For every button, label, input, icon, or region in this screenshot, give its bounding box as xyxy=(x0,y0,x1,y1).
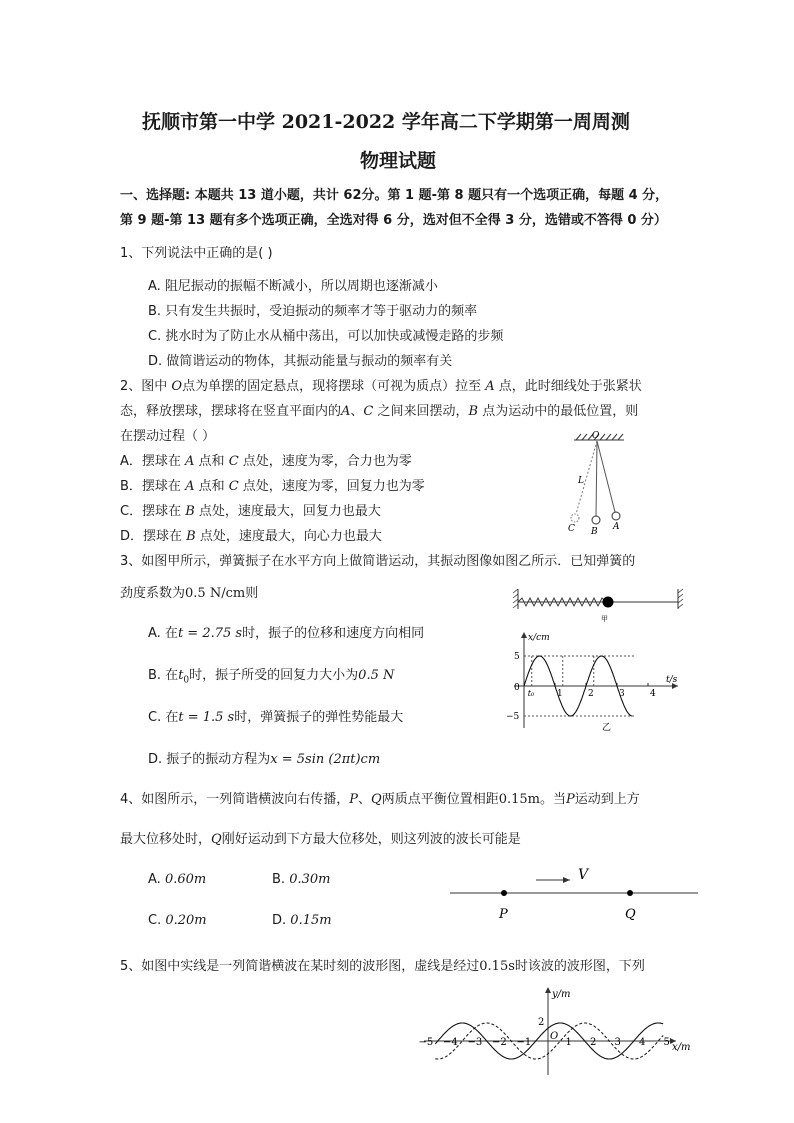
q2-stem-line2: 态，释放摆球，摆球将在竖直平面内的A、C 之间来回摆动，B 点为运动中的最低位置，则 xyxy=(120,404,639,419)
y-tick-5: 5 xyxy=(514,652,520,662)
point-P xyxy=(501,890,507,896)
point-Q xyxy=(627,890,633,896)
q4-option-d: D. 0.15m xyxy=(272,913,332,928)
section-instruction-line2: 第 9 题-第 13 题有多个选项正确，全选对得 6 分，选对但不全得 3 分，选错或不答得 0 分） xyxy=(120,213,667,228)
q4-option-b: B. 0.30m xyxy=(272,872,331,887)
q3-option-a: A. 在t = 2.75 s时，振子的位移和速度方向相同 xyxy=(148,626,425,641)
x-tick--4: −4 xyxy=(443,1037,458,1048)
x-axis-arrow xyxy=(521,632,527,638)
q2-option-c: C．摆球在 B 点处，速度最大，回复力也最大 xyxy=(120,504,381,519)
y-axis-label: x/cm xyxy=(528,633,550,643)
q4-option-a: A. 0.60m xyxy=(148,872,207,887)
page-title: 抚顺市第一中学 2021-2022 学年高二下学期第一周周测 xyxy=(142,111,630,133)
x-tick--2: −2 xyxy=(492,1037,507,1048)
q2-option-b: B．摆球在 A 点和 C 点处，速度为零，回复力也为零 xyxy=(120,479,425,494)
label-yi: 乙 xyxy=(602,723,612,733)
x-tick--5: −5 xyxy=(418,1037,434,1048)
ball-C xyxy=(571,514,579,522)
q3-option-b: B. 在$t_0$时，振子所受的回复力大小为0.5 N xyxy=(148,668,395,686)
label-O: O xyxy=(592,431,600,441)
q3-option-d: D. 振子的振动方程为x = 5sin (2πt)cm xyxy=(148,752,381,767)
q2-stem-line3: 在摆动过程（ ） xyxy=(120,429,216,444)
section-instruction-line1: 一、选择题: 本题共 13 道小题，共计 62分。第 1 题-第 8 题只有一个选项正确，每题 4 分， xyxy=(120,188,669,203)
label-P: P xyxy=(499,907,508,922)
q3-stem-line1: 3、如图甲所示，弹簧振子在水平方向上做简谐运动，其振动图像如图乙所示．已知弹簧的 xyxy=(120,554,636,569)
label-L: L xyxy=(578,476,584,486)
page-subtitle: 物理试题 xyxy=(360,150,437,172)
label-V: V xyxy=(578,867,589,883)
y-axis-arrow xyxy=(545,987,551,993)
q3-option-c: C. 在t = 1.5 s时，弹簧振子的弹性势能最大 xyxy=(148,710,404,725)
q1-stem: 1、下列说法中正确的是( ) xyxy=(120,246,273,261)
q4-option-c: C. 0.20m xyxy=(148,913,207,928)
t0-label: t₀ xyxy=(527,689,535,698)
q3-stem-line2: 劲度系数为0.5 N/cm则 xyxy=(120,586,259,601)
x-tick-3: 3 xyxy=(619,689,625,699)
spring-oscillator-figure xyxy=(512,585,690,625)
y-tick-neg5: −5 xyxy=(506,712,520,722)
ball-A xyxy=(612,512,620,520)
q2-option-d: D．摆球在 B 点处，速度最大，向心力也最大 xyxy=(120,529,382,544)
origin-label: O xyxy=(550,1031,559,1042)
q2-option-a: A．摆球在 A 点和 C 点处，速度为零，合力也为零 xyxy=(120,454,412,469)
x-tick-4: 4 xyxy=(650,689,656,699)
q5-stem-line1: 5、如图中实线是一列简谐横波在某时刻的波形图，虚线是经过0.15s时该波的波形图，下列 xyxy=(120,959,645,974)
q1-option-d: D. 做简谐运动的物体，其振动能量与振动的频率有关 xyxy=(148,354,453,369)
q4-stem-line2: 最大位移处时，Q刚好运动到下方最大位移处，则这列波的波长可能是 xyxy=(120,832,521,847)
label-A: A xyxy=(613,522,620,532)
q1-option-b: B. 只有发生共振时，受迫振动的频率才等于驱动力的频率 xyxy=(148,304,478,319)
oscillator-ball xyxy=(603,597,614,608)
x-tick-2: 2 xyxy=(588,689,594,699)
x-axis-label: t/s xyxy=(666,675,678,685)
label-C: C xyxy=(568,524,575,534)
q1-option-a: A. 阻尼振动的振幅不断减小，所以周期也逐渐减小 xyxy=(148,279,438,294)
vibration-graph xyxy=(500,628,690,732)
label-Q: Q xyxy=(625,907,636,922)
label-B: B xyxy=(591,527,598,537)
wave-graph xyxy=(420,985,700,1077)
q1-option-c: C. 挑水时为了防止水从桶中荡出，可以加快或减慢走路的步频 xyxy=(148,329,504,344)
x-tick-4: 4 xyxy=(639,1037,646,1048)
pendulum-figure xyxy=(562,428,638,540)
string-A xyxy=(597,441,615,512)
x-tick--1: −1 xyxy=(516,1037,532,1048)
x-tick-1: 1 xyxy=(565,1037,572,1048)
wave-pq-figure xyxy=(448,860,700,924)
q4-stem-line1: 4、如图所示，一列简谐横波向右传播，P、Q两质点平衡位置相距0.15m。当P运动到上方 xyxy=(120,792,640,807)
label-jia: 甲 xyxy=(601,615,608,623)
x-axis-label: x/m xyxy=(672,1042,691,1053)
y-tick-2: 2 xyxy=(538,1017,545,1028)
x-tick-5: 5 xyxy=(663,1037,670,1048)
origin-label: 0 xyxy=(514,683,520,693)
x-tick-3: 3 xyxy=(614,1037,621,1048)
string-B xyxy=(596,441,597,516)
x-tick-2: 2 xyxy=(590,1037,597,1048)
x-tick--3: −3 xyxy=(467,1037,483,1048)
ball-B xyxy=(592,516,600,524)
y-axis-label: y/m xyxy=(552,989,571,1000)
x-tick-1: 1 xyxy=(557,689,563,699)
q2-stem-line1: 2、图中 O点为单摆的固定悬点，现将摆球（可视为质点）拉至 A 点，此时细线处于张紧状 xyxy=(120,379,642,394)
